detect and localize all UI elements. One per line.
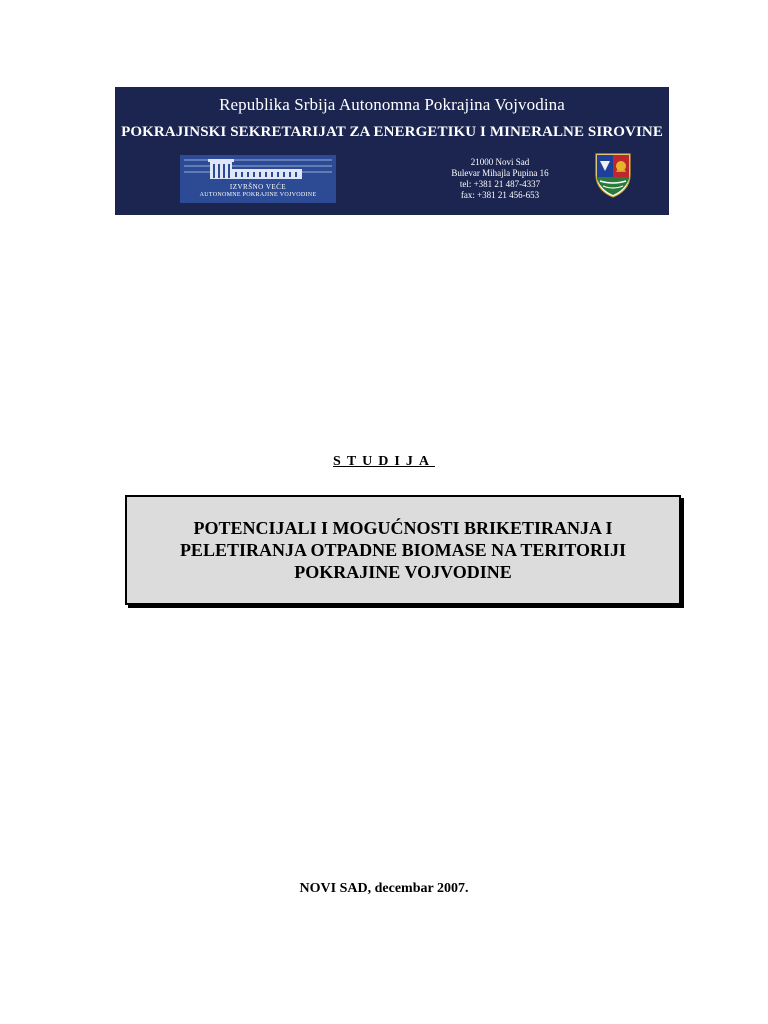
- header-banner: [115, 87, 669, 215]
- document-type-label: STUDIJA: [333, 454, 435, 469]
- title-box: [125, 495, 681, 605]
- contact-block: [425, 157, 575, 201]
- title-line: POTENCIJALI I MOGUĆNOSTI BRIKETIRANJA I: [193, 518, 613, 538]
- coat-of-arms: [593, 151, 633, 204]
- contact-city: 21000 Novi Sad: [470, 157, 530, 167]
- header-line-secretariat: POKRAJINSKI SEKRETARIJAT ZA ENERGETIKU I MINERALNE SIROVINE: [121, 124, 663, 140]
- document-title: [143, 517, 663, 583]
- logo-text-council: IZVRŠNO VEĆE: [229, 183, 287, 191]
- place-and-date: NOVI SAD, decembar 2007.: [299, 881, 469, 896]
- government-logo: [180, 155, 336, 203]
- title-line: PELETIRANJA OTPADNE BIOMASE NA TERITORIJI: [179, 540, 627, 560]
- contact-fax: fax: +381 21 456-653: [460, 190, 540, 200]
- contact-phone: tel: +381 21 487-4337: [459, 179, 541, 189]
- contact-address: Bulevar Mihajla Pupina 16: [451, 168, 549, 178]
- coat-of-arms-icon: [593, 151, 633, 199]
- logo-text-province: AUTONOMNE POKRAJINE VOJVODINE: [199, 192, 317, 198]
- title-line: POKRAJINE VOJVODINE: [294, 562, 512, 582]
- header-line-country: Republika Srbija Autonomna Pokrajina Vojvodina: [219, 95, 565, 114]
